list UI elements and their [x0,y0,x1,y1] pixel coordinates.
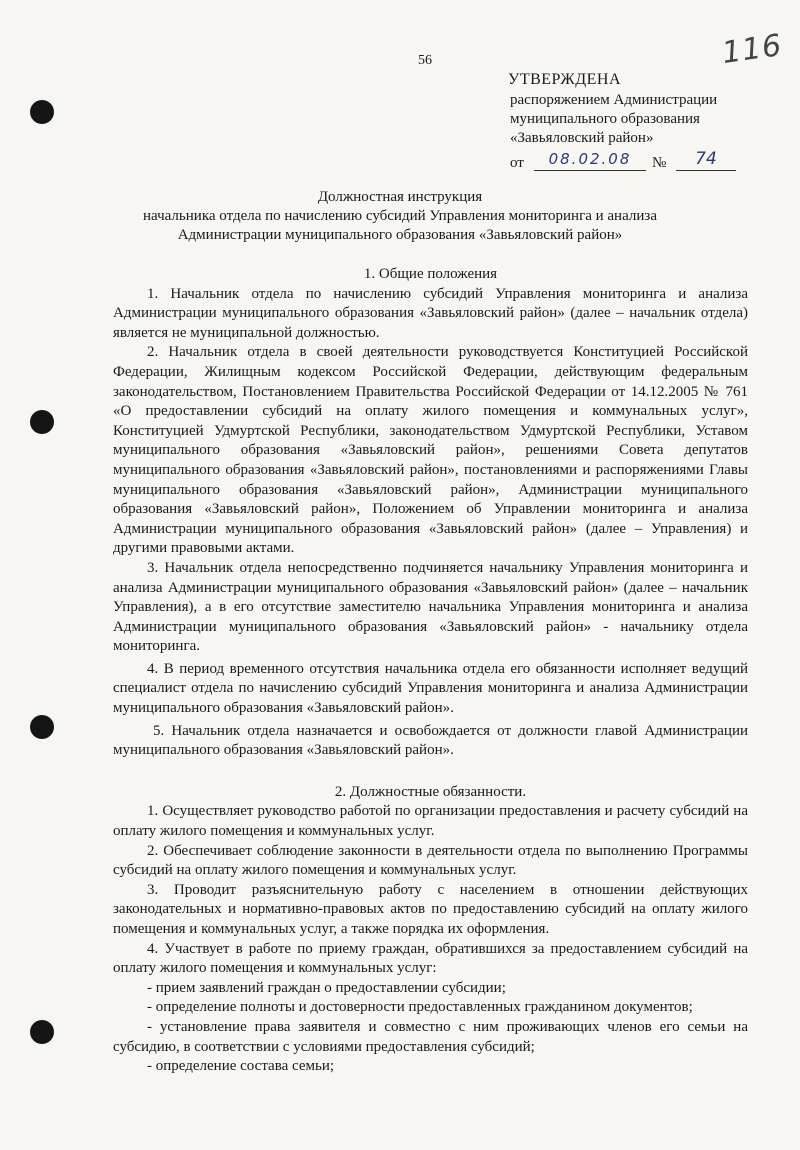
title-line: Должностная инструкция [317,189,483,205]
approval-title: УТВЕРЖДЕНА [508,71,622,88]
paragraph: 4. В период временного отсутствия начальника отдела его обязанности исполняет ведущий специалист отдела по начислению субсидий Управления мониторинга и анализа Администрации муниципального образования «Завьяловский район». [113,660,748,717]
list-item: - определение полноты и достоверности предоставленных гражданином документов; [147,999,693,1016]
paragraph: 3. Начальник отдела непосредственно подчиняется начальнику Управления мониторинга и анализа Администрации муниципального образования «Завьяловский район» (далее – начальник Управления), а в его отсутствие заместителю начальника Управления мониторинга и анализа Администрации муниципального образования «Завьяловский район» - начальнику отдела мониторинга. [113,559,748,655]
paragraph: 2. Обеспечивает соблюдение законности в деятельности отдела по выполнению Программы субсидий на оплату жилого помещения и коммунальных услуг. [113,842,748,879]
list-item: - определение состава семьи; [147,1058,335,1075]
approval-line: распоряжением Администрации [510,92,718,108]
punch-hole-mark [30,410,54,434]
paragraph: 5. Начальник отдела назначается и освобождается от должности главой Администрации муниципального образования «Завьяловский район». [113,722,748,759]
paragraph: 3. Проводит разъяснительную работу с населением в отношении действующих законодательных и нормативно-правовых актов по предоставлению субсидий на оплату жилого помещения и коммунальных услуг, а также порядка их оформления. [113,881,748,937]
approval-line: муниципального образования [510,111,700,127]
number-sign: № [652,155,667,171]
paragraph: 1. Начальник отдела по начислению субсидий Управления мониторинга и анализа Администрации муниципального образования «Завьяловский район» (далее – начальник отдела) является не муниципальной должностью. [113,285,748,341]
title-line: начальника отдела по начислению субсидий Управления мониторинга и анализа [143,208,657,224]
date-label: от [510,155,524,171]
section-heading: 1. Общие положения [363,266,498,282]
paragraph: 1. Осуществляет руководство работой по организации предоставления и расчету субсидий на оплату жилого помещения и коммунальных услуг. [113,803,748,840]
punch-hole-mark [30,715,54,739]
title-line: Администрации муниципального образования «Завьяловский район» [177,227,623,243]
section-heading: 2. Должностные обязанности. [334,783,527,800]
spacer [113,761,748,783]
paragraph: 2. Начальник отдела в своей деятельности руководствуется Конституцией Российской Федерации, Жилищным кодексом Российской Федерации, действующим федеральным законодательством, Постановлением Правительства Российской Федерации от 14.12.2005 № 761 «О предоставлении субсидий на оплату жилого помещения и коммунальных услуг», Конституцией Удмуртской Республики, законодательством Удмуртской Республики, Уставом муниципального образования «Завьяловский район», решениями Совета депутатов муниципального образования «Завьяловский район», постановлениями и распоряжениями Главы муниципального образования «Завьяловский район», Администрации муниципального образования «Завьяловский район», Положением об Управлении мониторинга и анализа Администрации муниципального образования «Завьяловский район» (далее – Управления) и другими правовыми актами. [113,344,748,557]
punch-hole-mark [30,100,54,124]
document-body [113,265,748,1077]
handwritten-number: 74 [676,150,736,171]
document-title [60,188,740,245]
handwritten-date: 08.02.08 [534,150,646,171]
paragraph: 4. Участвует в работе по приему граждан, обратившихся за предоставлением субсидий на оплату жилого помещения и коммунальных услуг: [113,940,748,977]
punch-hole-mark [30,1020,54,1044]
approval-line: «Завьяловский район» [510,130,654,146]
page-number: 56 [418,53,432,68]
approval-stamp [510,70,770,174]
list-item: - установление права заявителя и совместно с ним проживающих членов его семьи на субсидию, в соответствии с условиями предоставления субсидий; [113,1018,748,1055]
approval-date-number-row [510,150,770,174]
handwritten-page-mark: 116 [719,27,785,72]
list-item: - прием заявлений граждан о предоставлении субсидии; [147,979,506,996]
